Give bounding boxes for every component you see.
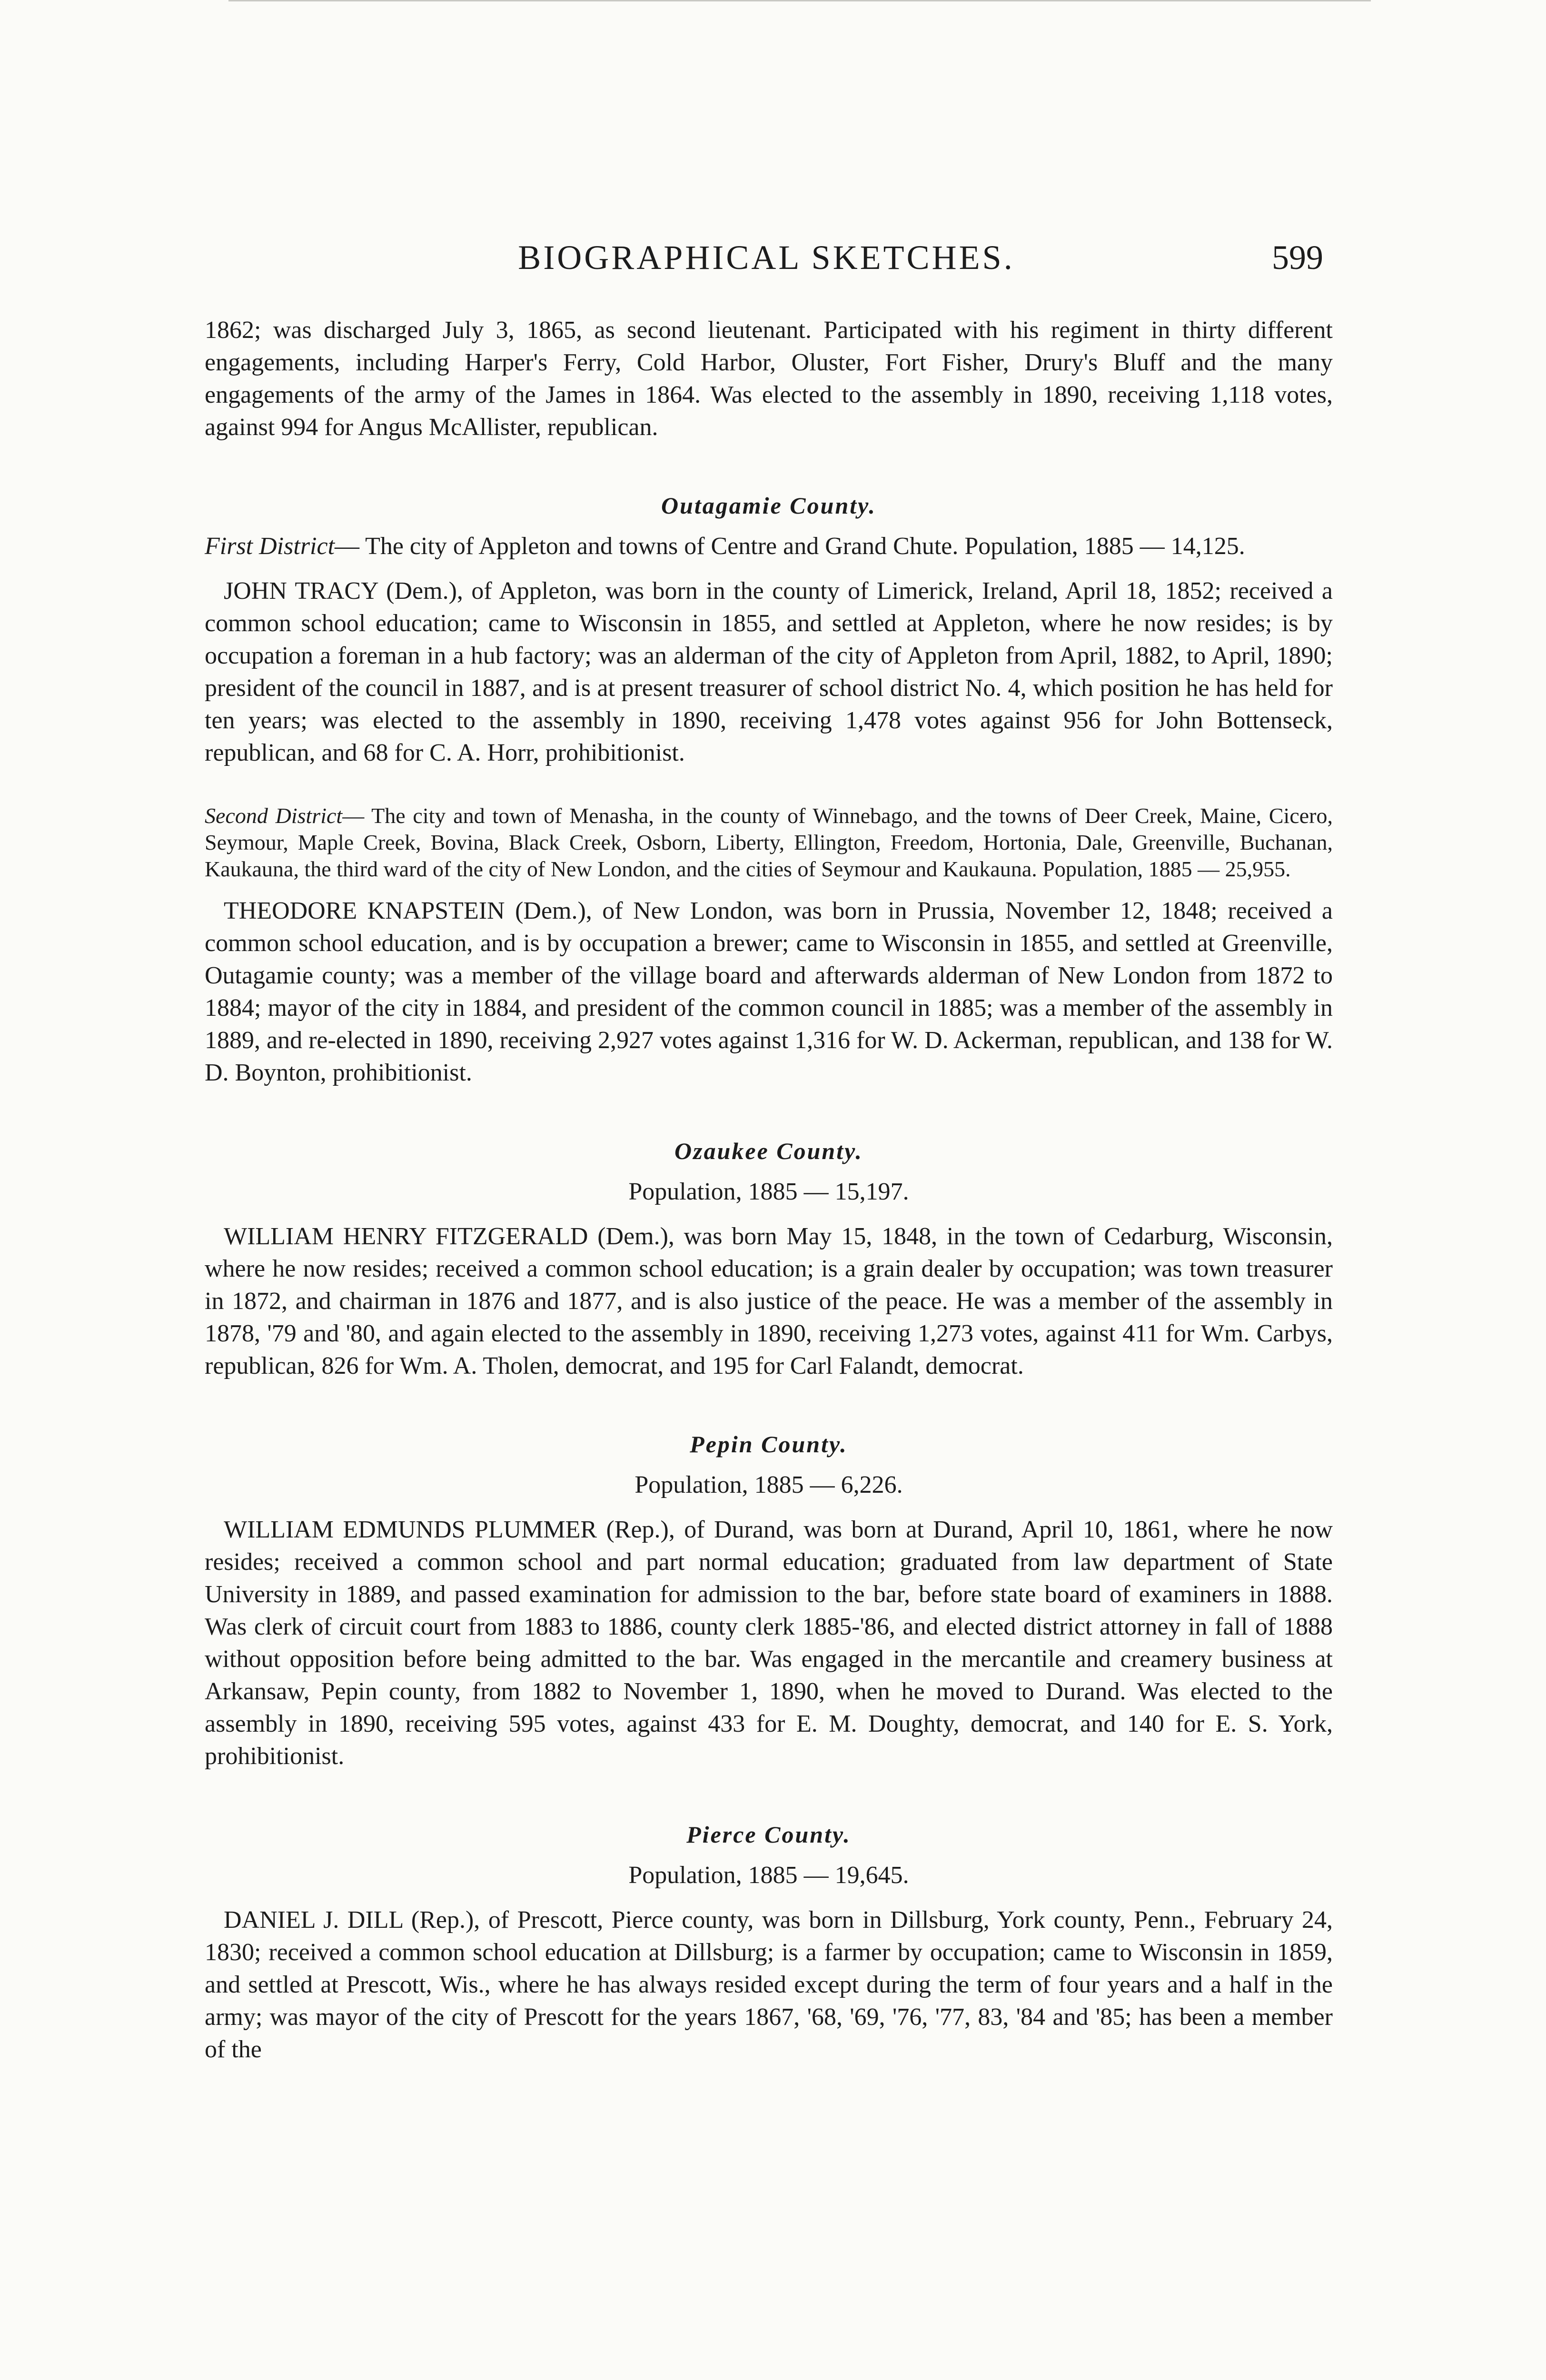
district-description: — The city of Appleton and towns of Centre and Grand Chute. Population, 1885 — 14,125.	[335, 533, 1245, 560]
page-number: 599	[1272, 238, 1323, 277]
district-label: First District	[205, 533, 335, 560]
county-heading-outagamie: Outagamie County.	[661, 492, 876, 519]
bio-theodore-knapstein: THEODORE KNAPSTEIN (Dem.), of New London, was born in Prussia, November 12, 1848; received a common school education, and is by occupation a brewer; came to Wisconsin in 1855, and settled at Greenville, Outagamie county; was a member of the village board and afterwards alderman of New London from 1872 to 1884; mayor of the city in 1884, and president of the common council in 1885; was a member of the assembly in 1889, and re-elected in 1890, receiving 2,927 votes against 1,316 for W. D. Ackerman, republican, and 138 for W. D. Boynton, prohibitionist.	[205, 897, 1333, 1086]
county-heading-ozaukee: Ozaukee County.	[674, 1138, 863, 1164]
district-second	[205, 803, 1333, 883]
page-body	[205, 314, 1333, 2066]
bio-daniel-j-dill: DANIEL J. DILL (Rep.), of Prescott, Pierce county, was born in Dillsburg, York county, Penn., February 24, 1830; received a common school education at Dillsburg; is a farmer by occupation; came to Wisconsin in 1859, and settled at Prescott, Wis., where he has always resided except during the term of four years and a half in the army; was mayor of the city of Prescott for the years 1867, '68, '69, '76, '77, 83, '84 and '85; has been a member of the	[205, 1906, 1333, 2063]
district-first	[205, 530, 1333, 563]
population-ozaukee: Population, 1885 — 15,197.	[628, 1178, 909, 1205]
continued-paragraph: 1862; was discharged July 3, 1865, as second lieutenant. Participated with his regiment in thirty different engagements, including Harper's Ferry, Cold Harbor, Oluster, Fort Fisher, Drury's Bluff and the many engagements of the army of the James in 1864. Was elected to the assembly in 1890, receiving 1,118 votes, against 994 for Angus McAllister, republican.	[205, 317, 1333, 441]
top-rule	[228, 0, 1371, 1]
population-pepin: Population, 1885 — 6,226.	[634, 1471, 903, 1498]
district-description: — The city and town of Menasha, in the county of Winnebago, and the towns of Deer Creek, Maine, Cicero, Seymour, Maple Creek, Bovina, Black Creek, Osborn, Liberty, Ellington, Freedom, Hortonia, Dale, Greenville, Buchanan, Kaukauna, the third ward of the city of New London, and the cities of Seymour and Kaukauna. Population, 1885 — 25,955.	[205, 803, 1333, 881]
bio-john-tracy: JOHN TRACY (Dem.), of Appleton, was born in the county of Limerick, Ireland, April 18, 1852; received a common school education; came to Wisconsin in 1855, and settled at Appleton, where he now resides; is by occupation a foreman in a hub factory; was an alderman of the city of Appleton from April, 1882, to April, 1890; president of the council in 1887, and is at present treasurer of school district No. 4, which position he has held for ten years; was elected to the assembly in 1890, receiving 1,478 votes against 956 for John Bottenseck, republican, and 68 for C. A. Horr, prohibitionist.	[205, 577, 1333, 766]
bio-william-henry-fitzgerald: WILLIAM HENRY FITZGERALD (Dem.), was born May 15, 1848, in the town of Cedarburg, Wisconsin, where he now resides; received a common school education; is a grain dealer by occupation; was town treasurer in 1872, and chairman in 1876 and 1877, and is also justice of the peace. He was a member of the assembly in 1878, '79 and '80, and again elected to the assembly in 1890, receiving 1,273 votes, against 411 for Wm. Carbys, republican, 826 for Wm. A. Tholen, democrat, and 195 for Carl Falandt, democrat.	[205, 1223, 1333, 1379]
running-title: BIOGRAPHICAL SKETCHES.	[518, 238, 1015, 277]
page-header	[209, 238, 1323, 290]
district-label: Second District	[205, 803, 343, 828]
population-pierce: Population, 1885 — 19,645.	[628, 1862, 909, 1889]
bio-william-edmunds-plummer: WILLIAM EDMUNDS PLUMMER (Rep.), of Durand, was born at Durand, April 10, 1861, where he now resides; received a common school and part normal education; graduated from law department of State University in 1889, and passed examination for admission to the bar, before state board of examiners in 1888. Was clerk of circuit court from 1883 to 1886, county clerk 1885-'86, and elected district attorney in fall of 1888 without opposition before being admitted to the bar. Was engaged in the mercantile and creamery business at Arkansaw, Pepin county, from 1882 to November 1, 1890, when he moved to Durand. Was elected to the assembly in 1890, receiving 595 votes, against 433 for E. M. Doughty, democrat, and 140 for E. S. York, prohibitionist.	[205, 1516, 1333, 1770]
county-heading-pepin: Pepin County.	[690, 1431, 848, 1458]
county-heading-pierce: Pierce County.	[686, 1821, 851, 1848]
